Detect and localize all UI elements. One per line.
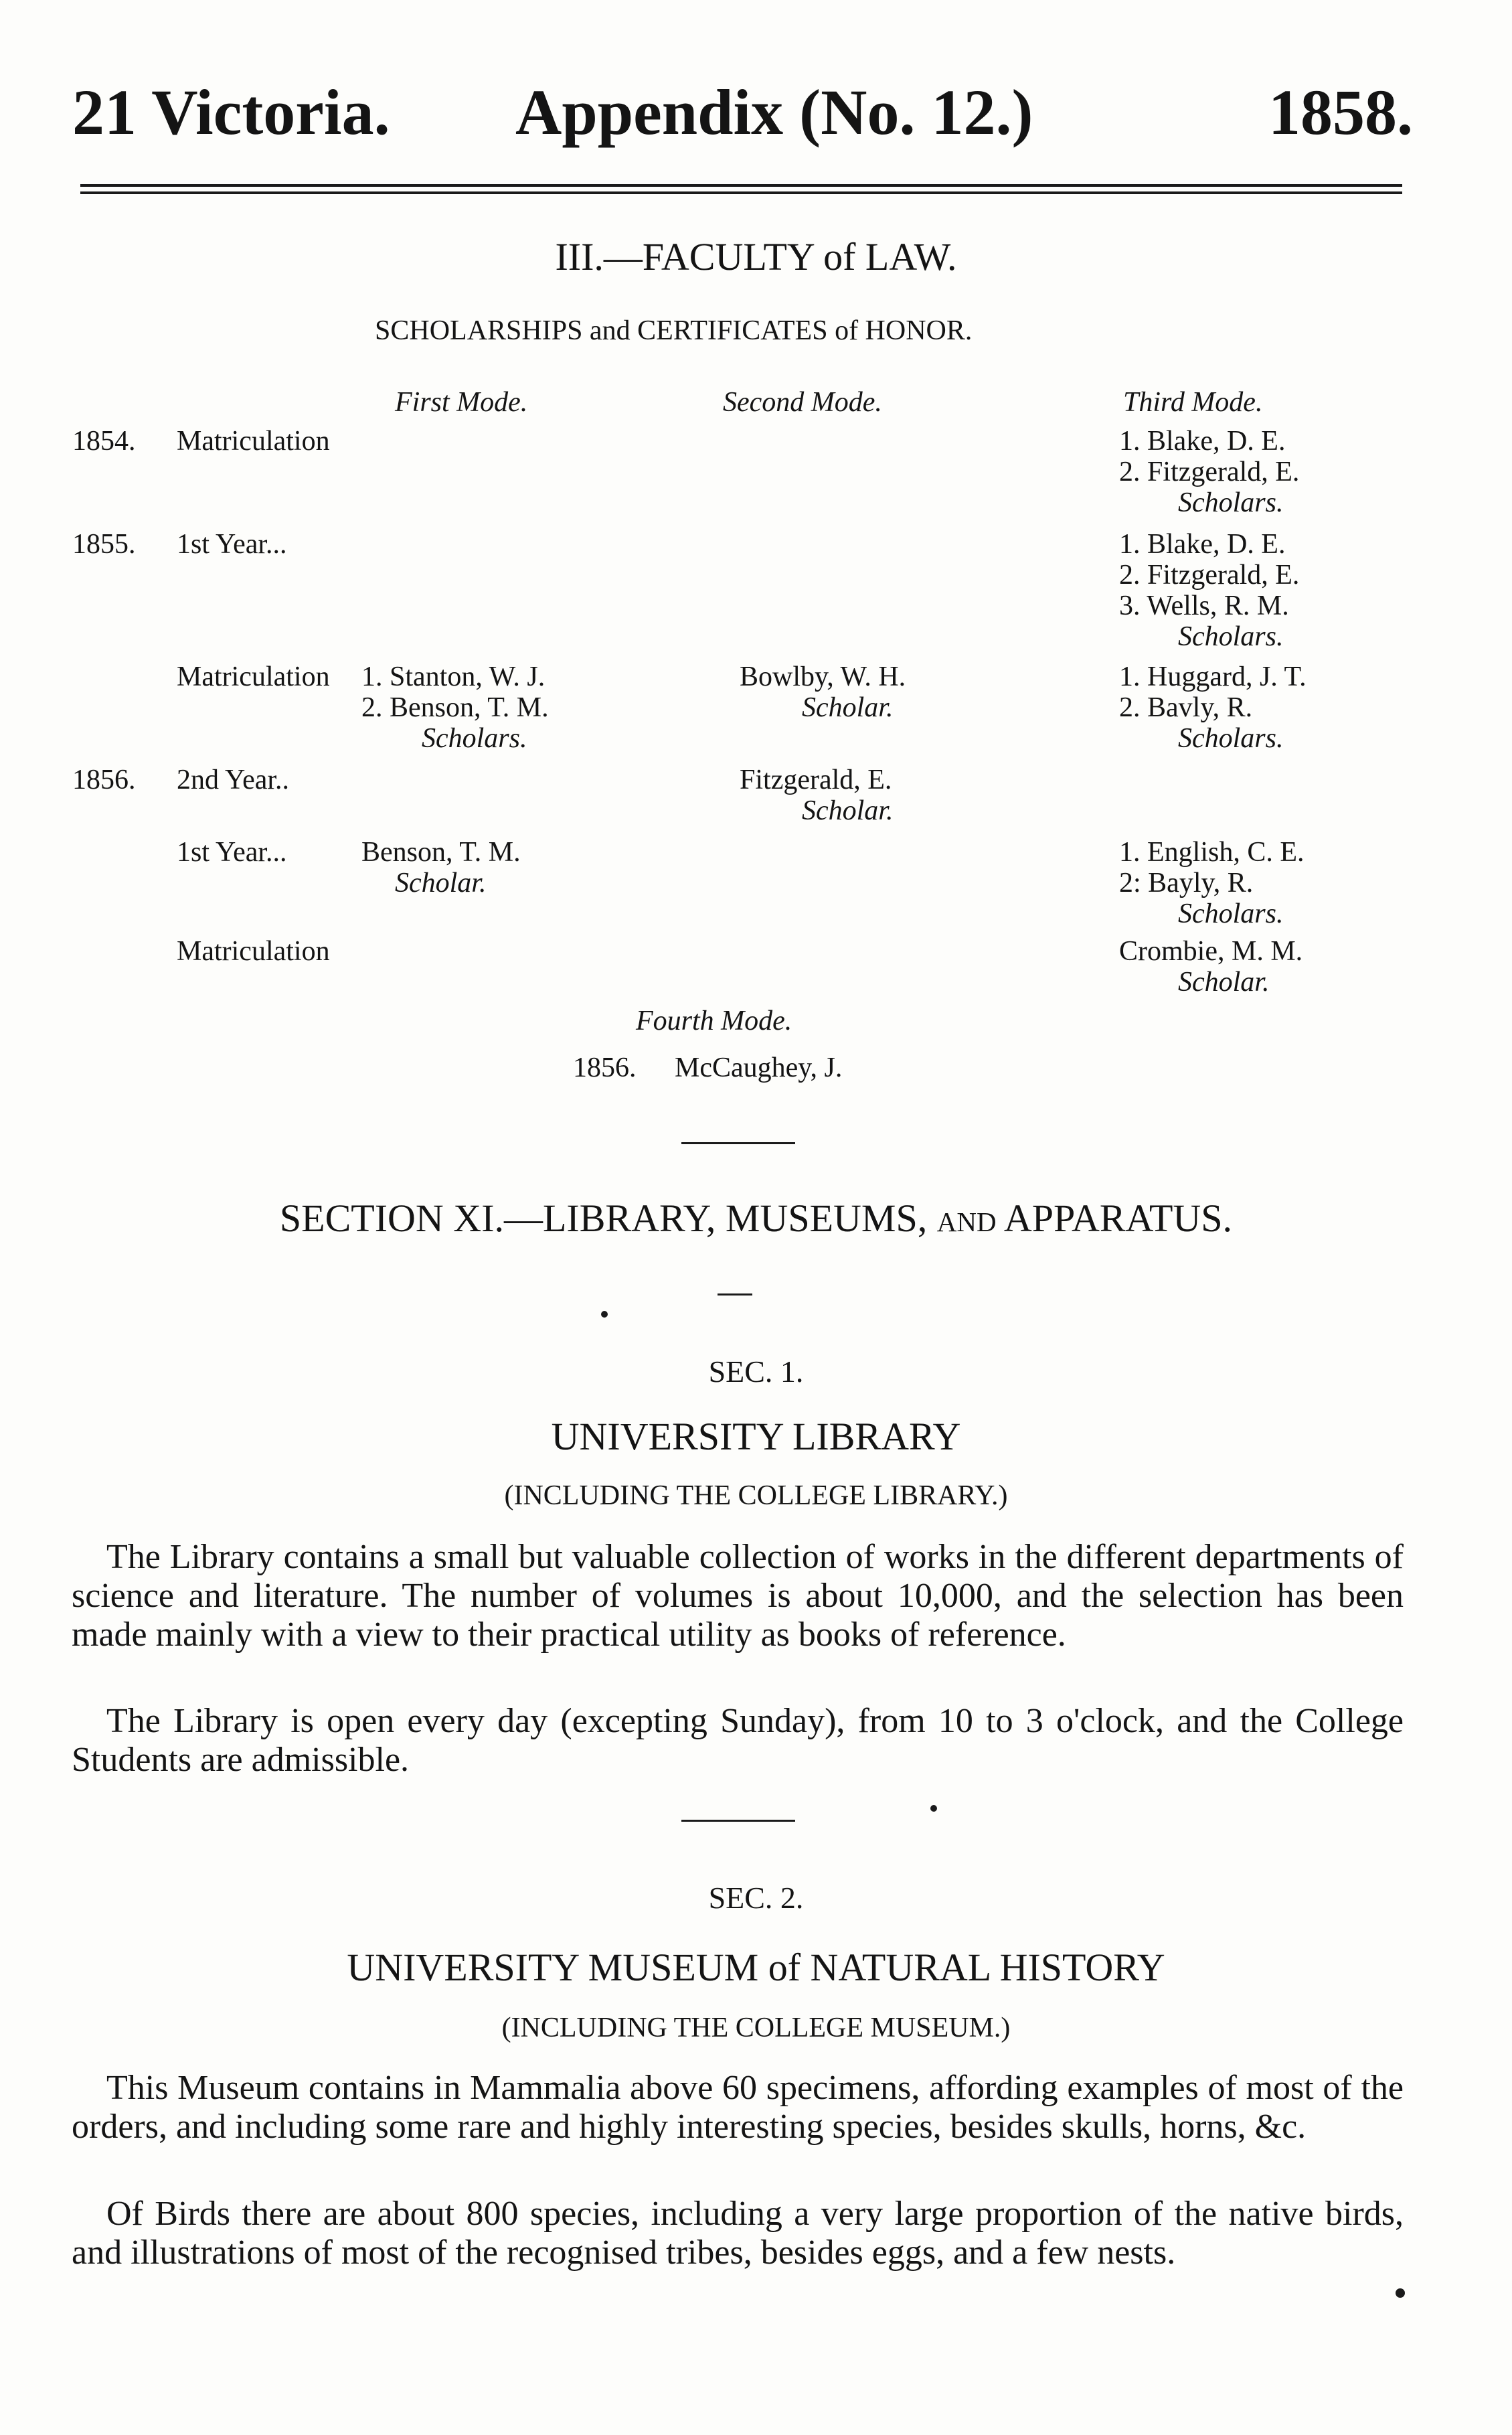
header-appendix: Appendix (No. 12.) xyxy=(515,76,1033,148)
sec1-label: SEC. 1. xyxy=(708,1354,804,1389)
sec1-title: UNIVERSITY LIBRARY xyxy=(551,1415,961,1458)
third-mode-entry: Crombie, M. M. xyxy=(1119,936,1303,967)
ink-speck xyxy=(601,1311,608,1318)
sec2-paragraph-1: This Museum contains in Mammalia above 60 specimens, affording examples of most of the orders, and including some rare and highly interesting species, besides skulls, horns, &c. xyxy=(72,2069,1404,2146)
section-divider xyxy=(681,1142,795,1144)
first-mode-entry: 1. Stanton, W. J. xyxy=(361,661,545,692)
third-mode-entry: 2. Fitzgerald, E. xyxy=(1119,560,1300,591)
row-label: Matriculation xyxy=(177,661,330,692)
ink-speck xyxy=(930,1805,937,1812)
sec2-paragraph-2: Of Birds there are about 800 species, including a very large proportion of the native birds, and illustrations of most of the recognised tribes, besides eggs, and a few nests. xyxy=(72,2195,1404,2272)
sec2-title: UNIVERSITY MUSEUM of NATURAL HISTORY xyxy=(347,1946,1165,1989)
header-year: 1858. xyxy=(1268,76,1413,148)
section-divider-short xyxy=(718,1293,752,1295)
sec1-subtitle: (INCLUDING THE COLLEGE LIBRARY.) xyxy=(504,1480,1008,1511)
sec2-subtitle: (INCLUDING THE COLLEGE MUSEUM.) xyxy=(501,2013,1011,2043)
row-year: 1854. xyxy=(72,426,136,457)
row-label: Matriculation xyxy=(177,936,330,967)
second-mode-entry: Bowlby, W. H. xyxy=(740,661,906,692)
third-mode-entry: 1. Huggard, J. T. xyxy=(1119,661,1307,692)
header-volume: 21 Victoria. xyxy=(72,76,390,148)
third-mode-entry: 1. Blake, D. E. xyxy=(1119,426,1286,457)
row-label: 1st Year... xyxy=(177,529,287,560)
mode-header-first: First Mode. xyxy=(395,387,528,418)
ink-speck xyxy=(1396,2288,1405,2298)
second-mode-note: Scholar. xyxy=(802,692,894,723)
third-mode-entry: 2. Fitzgerald, E. xyxy=(1119,457,1300,487)
third-mode-entry: 2. Bavly, R. xyxy=(1119,692,1253,723)
sec2-label: SEC. 2. xyxy=(708,1881,804,1915)
third-mode-note: Scholar. xyxy=(1178,967,1270,998)
second-mode-note: Scholar. xyxy=(802,795,894,826)
third-mode-note: Scholars. xyxy=(1178,621,1284,652)
sec1-paragraph-2: The Library is open every day (excepting Sunday), from 10 to 3 o'clock, and the College Students are admissible. xyxy=(72,1702,1404,1779)
header-rule-bottom xyxy=(80,191,1402,194)
first-mode-entry: 2. Benson, T. M. xyxy=(361,692,549,723)
fourth-mode-year: 1856. xyxy=(573,1052,637,1083)
first-mode-note: Scholars. xyxy=(422,723,527,754)
fourth-mode-entry: McCaughey, J. xyxy=(675,1052,843,1083)
row-year: 1855. xyxy=(72,529,136,560)
faculty-subtitle: SCHOLARSHIPS and CERTIFICATES of HONOR. xyxy=(375,315,973,346)
third-mode-entry: 3. Wells, R. M. xyxy=(1119,591,1289,621)
third-mode-note: Scholars. xyxy=(1178,898,1284,929)
mode-header-fourth: Fourth Mode. xyxy=(636,1006,792,1036)
header-rule-top xyxy=(80,184,1402,187)
third-mode-note: Scholars. xyxy=(1178,723,1284,754)
mode-header-third: Third Mode. xyxy=(1123,387,1263,418)
section-divider xyxy=(681,1820,795,1822)
first-mode-entry: Benson, T. M. xyxy=(361,837,521,868)
sec1-paragraph-1: The Library contains a small but valuable collection of works in the different departments of science and literature. The number of volumes is about 10,000, and the selection has been made mainly with a view to their practical utility as books of reference. xyxy=(72,1538,1404,1654)
faculty-title: III.—FACULTY of LAW. xyxy=(555,235,957,279)
section-xi-title: SECTION XI.—LIBRARY, MUSEUMS, and APPARATUS. xyxy=(279,1196,1233,1240)
row-label: Matriculation xyxy=(177,426,330,457)
row-label: 2nd Year.. xyxy=(177,765,290,795)
mode-header-second: Second Mode. xyxy=(723,387,882,418)
third-mode-entry: 2: Bayly, R. xyxy=(1119,868,1254,898)
third-mode-note: Scholars. xyxy=(1178,487,1284,518)
first-mode-note: Scholar. xyxy=(395,868,487,898)
second-mode-entry: Fitzgerald, E. xyxy=(740,765,892,795)
third-mode-entry: 1. English, C. E. xyxy=(1119,837,1305,868)
third-mode-entry: 1. Blake, D. E. xyxy=(1119,529,1286,560)
row-label: 1st Year... xyxy=(177,837,287,868)
row-year: 1856. xyxy=(72,765,136,795)
